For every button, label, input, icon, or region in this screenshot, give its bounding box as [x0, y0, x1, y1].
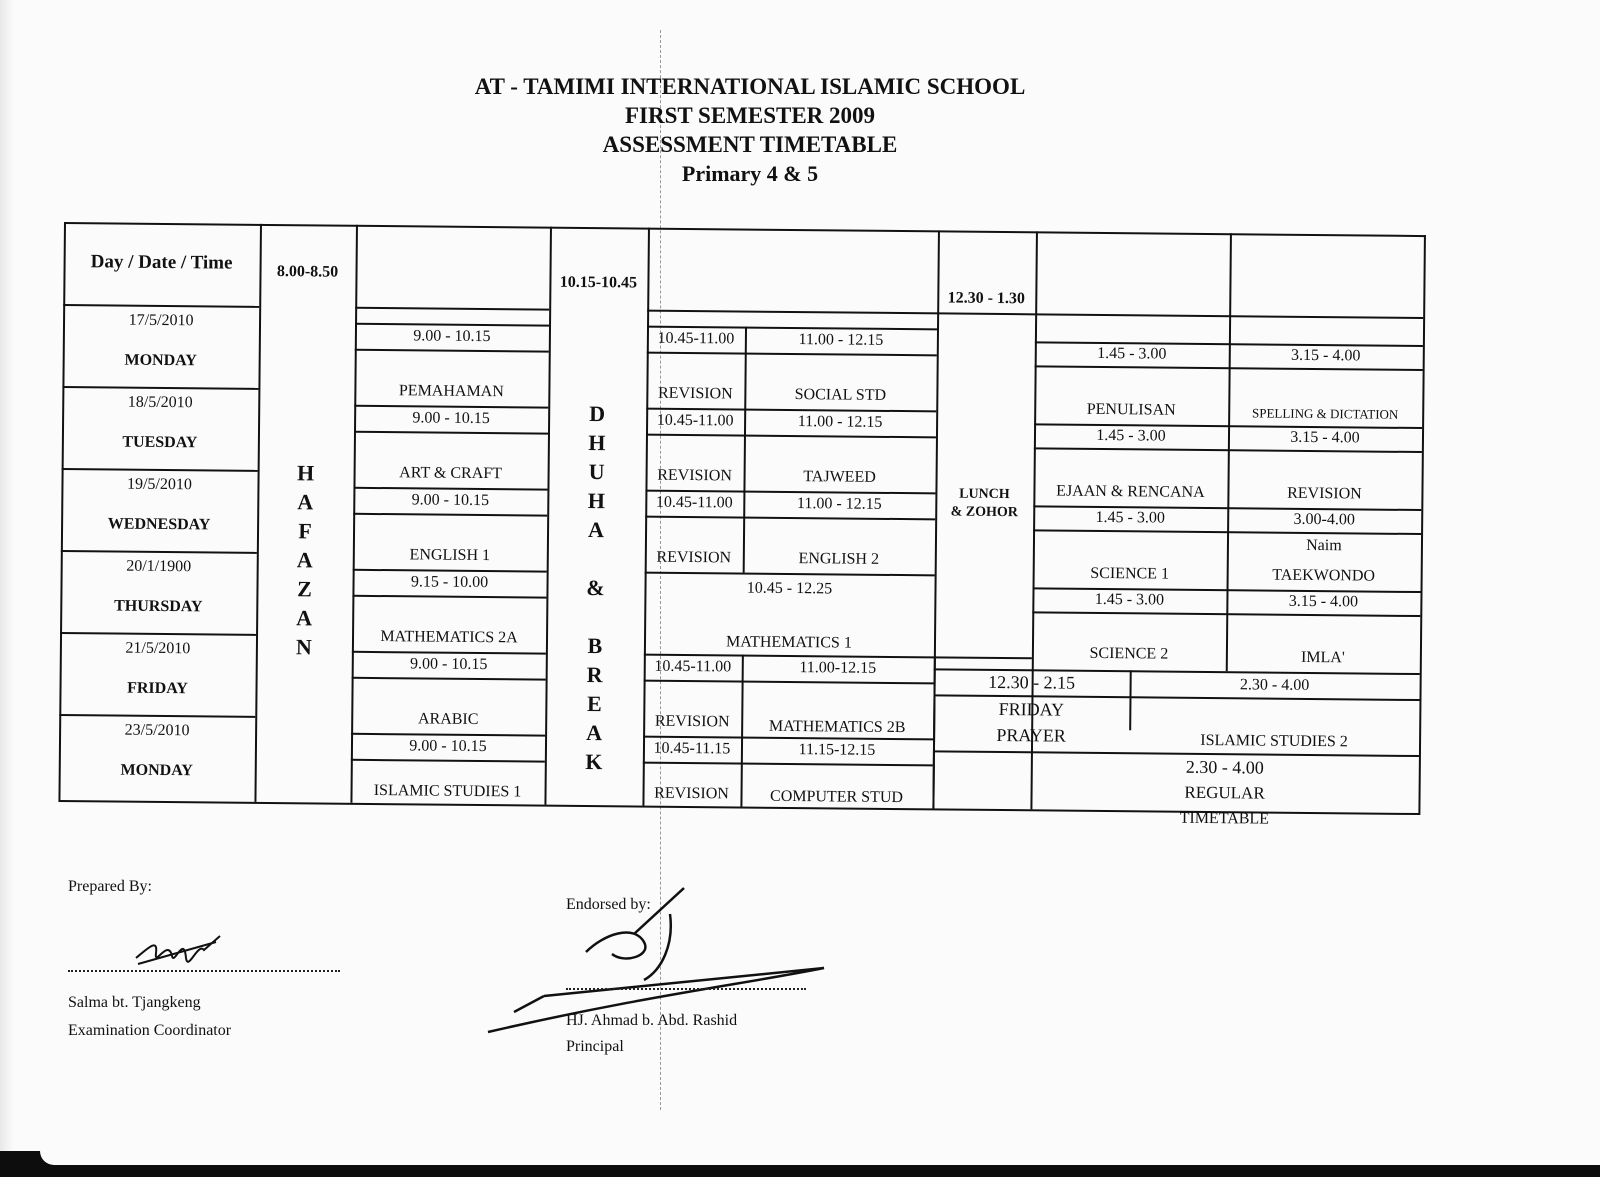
- scan-left-edge: [0, 0, 14, 1177]
- grid-line: [59, 714, 255, 718]
- grid-line: [352, 595, 546, 599]
- day-name: MONDAY: [124, 351, 197, 370]
- timetable-title: ASSESSMENT TIMETABLE: [602, 132, 898, 157]
- grid-line: [62, 386, 258, 390]
- session3-time: 1.45 - 3.00: [1095, 508, 1165, 527]
- header-hafazan-time: 8.00-8.50: [276, 263, 339, 281]
- session1-subject: ARABIC: [417, 710, 479, 729]
- revision-label: REVISION: [656, 548, 732, 567]
- assessment-timetable: [58, 222, 1456, 841]
- session2-time: 11.15-12.15: [798, 741, 876, 759]
- grid-line: [351, 759, 545, 763]
- grid-line: [645, 572, 935, 577]
- lunch-label: LUNCH: [959, 486, 1010, 503]
- day-name: MONDAY: [120, 761, 193, 780]
- timetable-label: TIMETABLE: [1179, 809, 1270, 828]
- session2-subject: TAJWEED: [803, 468, 876, 486]
- document-header: [470, 72, 1030, 188]
- endorsed-by-label: Endorsed by:: [566, 896, 651, 913]
- revision-label: REVISION: [654, 712, 730, 731]
- grid-line: [61, 550, 257, 554]
- prepared-signature-line: [68, 970, 340, 972]
- session2-subject: SOCIAL STD: [794, 386, 887, 404]
- session3-time: 1.45 - 3.00: [1094, 590, 1165, 609]
- session3-time: 1.45 - 3.00: [1096, 426, 1166, 445]
- header-dhuha-time: 10.15-10.45: [559, 273, 638, 292]
- session1-time: 9.15 - 10.00: [410, 573, 489, 592]
- prepared-by-label: Prepared By:: [68, 878, 152, 895]
- prepared-role: Examination Coordinator: [68, 1022, 232, 1039]
- day-name: WEDNESDAY: [107, 515, 211, 534]
- grid-line: [643, 762, 933, 767]
- grid-line: [353, 513, 547, 517]
- revision-time: 10.45-11.00: [655, 493, 733, 512]
- grid-line: [647, 352, 937, 357]
- session1-subject: ENGLISH 1: [409, 546, 491, 565]
- revision-label: REVISION: [657, 466, 733, 485]
- grid-line: [645, 516, 935, 521]
- session1-subject: ART & CRAFT: [399, 464, 503, 483]
- revision-time: 10.45-11.00: [654, 657, 732, 676]
- header-lunch-time: 12.30 - 1.30: [947, 289, 1026, 308]
- revision-time: 10.45-11.15: [653, 739, 731, 758]
- level-title: Primary 4 & 5: [681, 161, 819, 186]
- session1-time: 9.00 - 10.15: [410, 655, 488, 674]
- session3-subject: EJAAN & RENCANA: [1056, 482, 1205, 501]
- revision-time: 10.45-11.00: [656, 411, 734, 430]
- session3-time: 2.30 - 4.00: [1185, 756, 1264, 778]
- scan-bottom-edge: [0, 1151, 1600, 1177]
- header-day-date-time: Day / Date / Time: [90, 251, 233, 274]
- session4-time: 3.15 - 4.00: [1290, 428, 1360, 447]
- session3-time: 1.45 - 3.00: [1097, 344, 1167, 363]
- session2-subject: COMPUTER STUD: [769, 787, 904, 807]
- grid-line: [60, 632, 256, 636]
- grid-line: [63, 304, 259, 308]
- session1-time: 9.00 - 10.15: [412, 409, 490, 428]
- session4-subject: IMLA': [1300, 648, 1345, 667]
- prayer-label-1: FRIDAY: [998, 698, 1065, 720]
- session4-time: 3.15 - 4.00: [1288, 592, 1359, 611]
- session1-subject: PEMAHAMAN: [398, 382, 504, 401]
- prayer-label-2: PRAYER: [996, 724, 1066, 746]
- grid-line: [64, 222, 1426, 237]
- revision-label: REVISION: [654, 784, 729, 803]
- revision-label: REVISION: [657, 384, 733, 403]
- day-date: 17/5/2010: [128, 311, 194, 330]
- session3-time: 2.30 - 4.00: [1239, 676, 1310, 694]
- endorsed-name: HJ. Ahmad b. Abd. Rashid: [566, 1012, 738, 1029]
- session2-time: 11.00 - 12.15: [798, 331, 884, 349]
- day-date: 21/5/2010: [125, 639, 191, 658]
- day-date: 23/5/2010: [124, 721, 190, 740]
- session1-time: 9.00 - 10.15: [409, 737, 487, 756]
- zohor-label: & ZOHOR: [950, 504, 1018, 521]
- day-date: 18/5/2010: [127, 393, 193, 412]
- grid-line: [352, 677, 546, 681]
- semester-title: FIRST SEMESTER 2009: [624, 103, 876, 128]
- grid-line: [355, 349, 549, 353]
- dhuha-break-label: D H U H A & B R E A K: [585, 401, 606, 775]
- session2-subject: ENGLISH 2: [798, 550, 880, 568]
- prayer-time: 12.30 - 2.15: [988, 671, 1076, 693]
- session4-subject: SPELLING & DICTATION: [1251, 405, 1399, 422]
- school-name: AT - TAMIMI INTERNATIONAL ISLAMIC SCHOOL: [474, 74, 1026, 99]
- day-date: 19/5/2010: [126, 475, 193, 494]
- session4-time: 3.00-4.00: [1293, 510, 1355, 529]
- session3-subject: SCIENCE 2: [1089, 644, 1169, 663]
- session1-subject: MATHEMATICS 2A: [380, 628, 518, 647]
- merged-session-time: 10.45 - 12.25: [746, 579, 833, 598]
- grid-line: [62, 468, 258, 472]
- session3-subject: PENULISAN: [1086, 400, 1176, 419]
- day-name: FRIDAY: [127, 679, 188, 698]
- session1-time: 9.00 - 10.15: [411, 491, 490, 510]
- endorsed-role: Principal: [566, 1038, 624, 1055]
- session1-subject: ISLAMIC STUDIES 1: [373, 782, 522, 801]
- grid-line: [646, 434, 936, 439]
- grid-line: [355, 307, 549, 311]
- session2-time: 11.00 - 12.15: [797, 413, 883, 431]
- hafazan-label: H A F A Z A N: [295, 460, 315, 660]
- session4-subject: REVISION: [1287, 484, 1362, 503]
- session4-time: 3.15 - 4.00: [1291, 346, 1361, 365]
- endorsed-signature-line: [566, 988, 806, 990]
- day-date: 20/1/1900: [126, 557, 192, 576]
- session1-time: 9.00 - 10.15: [413, 327, 491, 346]
- session2-time: 11.00-12.15: [799, 659, 877, 677]
- session4-note: Naim: [1306, 536, 1342, 555]
- prepared-name: Salma bt. Tjangkeng: [68, 994, 201, 1011]
- session2-time: 11.00 - 12.15: [796, 495, 882, 513]
- session3-subject: SCIENCE 1: [1090, 564, 1170, 583]
- grid-line: [644, 680, 934, 685]
- grid-line: [743, 327, 747, 573]
- regular-label: REGULAR: [1184, 782, 1265, 803]
- merged-session-subject: MATHEMATICS 1: [726, 633, 852, 652]
- day-name: THURSDAY: [114, 597, 203, 616]
- session4-subject: TAEKWONDO: [1272, 566, 1376, 585]
- day-name: TUESDAY: [122, 433, 198, 452]
- revision-time: 10.45-11.00: [657, 329, 735, 348]
- grid-line: [354, 431, 548, 435]
- session3-subject: ISLAMIC STUDIES 2: [1200, 731, 1348, 751]
- session2-subject: MATHEMATICS 2B: [768, 717, 906, 737]
- grid-line: [647, 310, 1035, 316]
